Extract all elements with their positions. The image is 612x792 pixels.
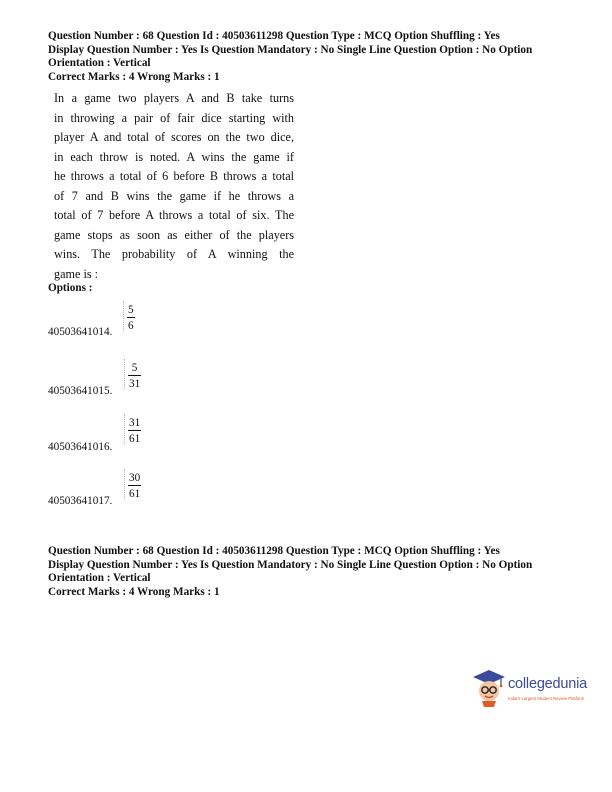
fraction-bar	[127, 317, 135, 318]
mascot-icon	[472, 668, 506, 708]
fraction-guide	[124, 469, 125, 499]
question-line: of 7 and B wins the game if he throws a	[54, 188, 294, 203]
meta-line: Question Number : 68 Question Id : 40503611298 Question Type : MCQ Option Shuffling : Yes	[48, 545, 500, 557]
option-fraction	[128, 472, 141, 500]
fraction-denominator: 61	[129, 488, 141, 500]
fraction-numerator: 5	[128, 304, 134, 316]
option-id: 40503641017.	[48, 495, 113, 507]
question-line: wins. The probability of A winning the	[54, 247, 294, 261]
fraction-bar	[128, 485, 141, 486]
question-line: player A and total of scores on the two dice,	[54, 130, 294, 144]
meta-line: Orientation : Vertical	[48, 57, 151, 70]
meta-line: Display Question Number : Yes Is Question Mandatory : No Single Line Question Option : No Option	[48, 43, 533, 56]
question-line: in each throw is noted. A wins the game if	[54, 149, 294, 164]
meta-line: Display Question Number : Yes Is Question Mandatory : No Single Line Question Option : No Option	[48, 558, 533, 571]
fraction-numerator: 30	[129, 472, 141, 484]
fraction-denominator: 6	[128, 320, 134, 332]
fraction-bar	[128, 430, 141, 431]
option-id: 40503641014.	[48, 326, 113, 338]
meta-line: Question Number : 68 Question Id : 40503611298 Question Type : MCQ Option Shuffling : Yes	[48, 30, 500, 42]
question-line: game is :	[54, 266, 99, 281]
fraction-numerator: 31	[129, 417, 141, 429]
option-id: 40503641016.	[48, 441, 113, 453]
logo-text: collegedunia	[508, 676, 588, 692]
fraction-denominator: 61	[129, 433, 141, 445]
question-line: game stops as soon as either of the players	[54, 227, 294, 242]
fraction-guide	[123, 301, 124, 331]
option-id: 40503641015.	[48, 385, 113, 397]
question-text	[54, 89, 294, 284]
options-label: Options :	[48, 282, 93, 294]
meta-line: Correct Marks : 4 Wrong Marks : 1	[48, 70, 220, 83]
fraction-guide	[124, 359, 125, 389]
question-line: he throws a total of 6 before B throws a total	[54, 169, 294, 183]
option-fraction	[128, 417, 141, 445]
fraction-bar	[128, 375, 141, 376]
logo-tagline: India's Largest Student Review Platform	[508, 696, 585, 701]
fraction-denominator: 31	[129, 378, 141, 390]
question-line: In a game two players A and B take turns	[54, 91, 294, 105]
question-line: total of 7 before A throws a total of six. The	[54, 208, 294, 222]
meta-line: Orientation : Vertical	[48, 572, 151, 585]
question-line: in throwing a pair of fair dice starting with	[54, 110, 294, 125]
question-meta	[48, 545, 588, 599]
fraction-numerator: 5	[131, 362, 138, 374]
collegedunia-logo	[472, 666, 602, 710]
fraction-guide	[124, 414, 125, 444]
option-fraction	[127, 304, 135, 332]
meta-line: Correct Marks : 4 Wrong Marks : 1	[48, 585, 220, 598]
question-meta	[48, 30, 588, 84]
option-fraction	[128, 362, 141, 390]
